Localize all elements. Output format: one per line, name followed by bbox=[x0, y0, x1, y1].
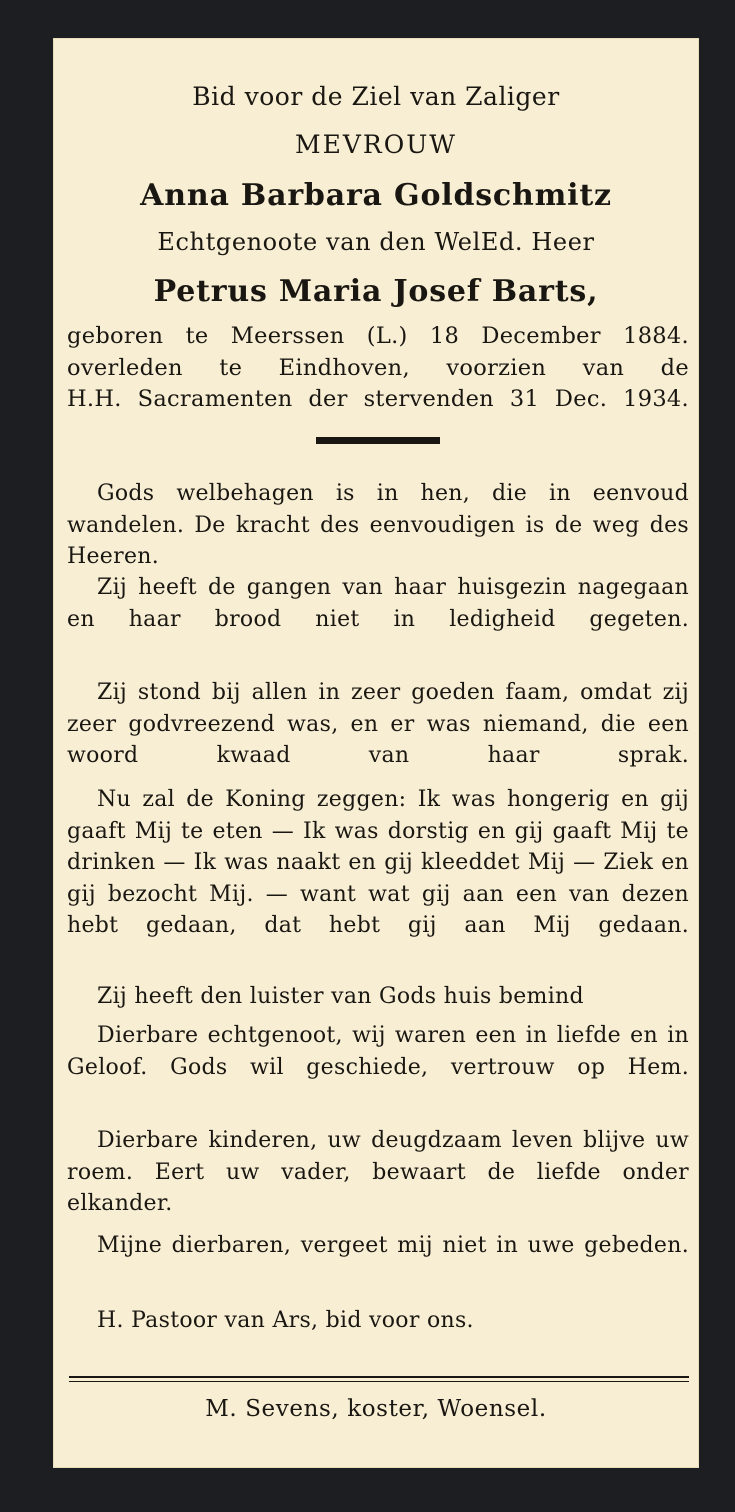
text-paragraph: H. Pastoor van Ars, bid voor ons. bbox=[97, 1308, 474, 1333]
birth-line: geboren te Meerssen (L.) 18 December 1884. bbox=[67, 323, 689, 349]
text-paragraph: Dierbare kinderen, uw deugdzaam leven blijve uw roem. Eert uw vader, bewaart de liefde onder elkander. bbox=[67, 1128, 689, 1216]
footer-rule bbox=[69, 1376, 689, 1378]
text-paragraph: Zij heeft de gangen van haar huisgezin nagegaan en haar brood niet in ledigheid gegeten. bbox=[67, 575, 689, 632]
biography bbox=[67, 321, 689, 416]
prayer-intro: Bid voor de Ziel van Zaliger bbox=[192, 82, 560, 111]
death-line-1: overleden te Eindhoven, voorzien van de bbox=[67, 354, 689, 381]
spouse-intro: Echtgenoote van den WelEd. Heer bbox=[157, 228, 595, 256]
printer-credit: M. Sevens, koster, Woensel. bbox=[205, 1396, 547, 1422]
text-paragraph: Gods welbehagen is in hen, die in eenvoud wandelen. De kracht des eenvoudigen is de weg des Heeren. bbox=[67, 481, 689, 569]
honorific-title: MEVROUW bbox=[295, 130, 457, 159]
text-paragraph: Zij heeft den luister van Gods huis bemind bbox=[97, 984, 584, 1009]
text-paragraph: Dierbare echtgenoot, wij waren een in liefde en in Geloof. Gods wil geschiede, vertrouw op Hem. bbox=[67, 1023, 689, 1080]
text-paragraph: Nu zal de Koning zeggen: Ik was hongerig en gij gaaft Mij te eten — Ik was dorstig en gij gaaft Mij te drinken — Ik was naakt en gij kleeddet Mij — Ziek en gij bezocht Mij. — want wat gij aan een van dezen hebt gedaan, dat hebt gij aan Mij gedaan. bbox=[67, 787, 689, 938]
spouse-name: Petrus Maria Josef Barts, bbox=[153, 274, 599, 309]
death-line-2: H.H. Sacramenten der stervenden 31 Dec. 1934. bbox=[67, 386, 689, 412]
text-paragraph: Mijne dierbaren, vergeet mij niet in uwe gebeden. bbox=[97, 1233, 689, 1258]
divider-bar bbox=[316, 437, 440, 444]
prayer-card bbox=[53, 38, 699, 1468]
deceased-name: Anna Barbara Goldschmitz bbox=[140, 178, 612, 213]
text-paragraph: Zij stond bij allen in zeer goeden faam, omdat zij zeer godvreezend was, en er was niemand, die een woord kwaad van haar sprak. bbox=[67, 680, 689, 768]
